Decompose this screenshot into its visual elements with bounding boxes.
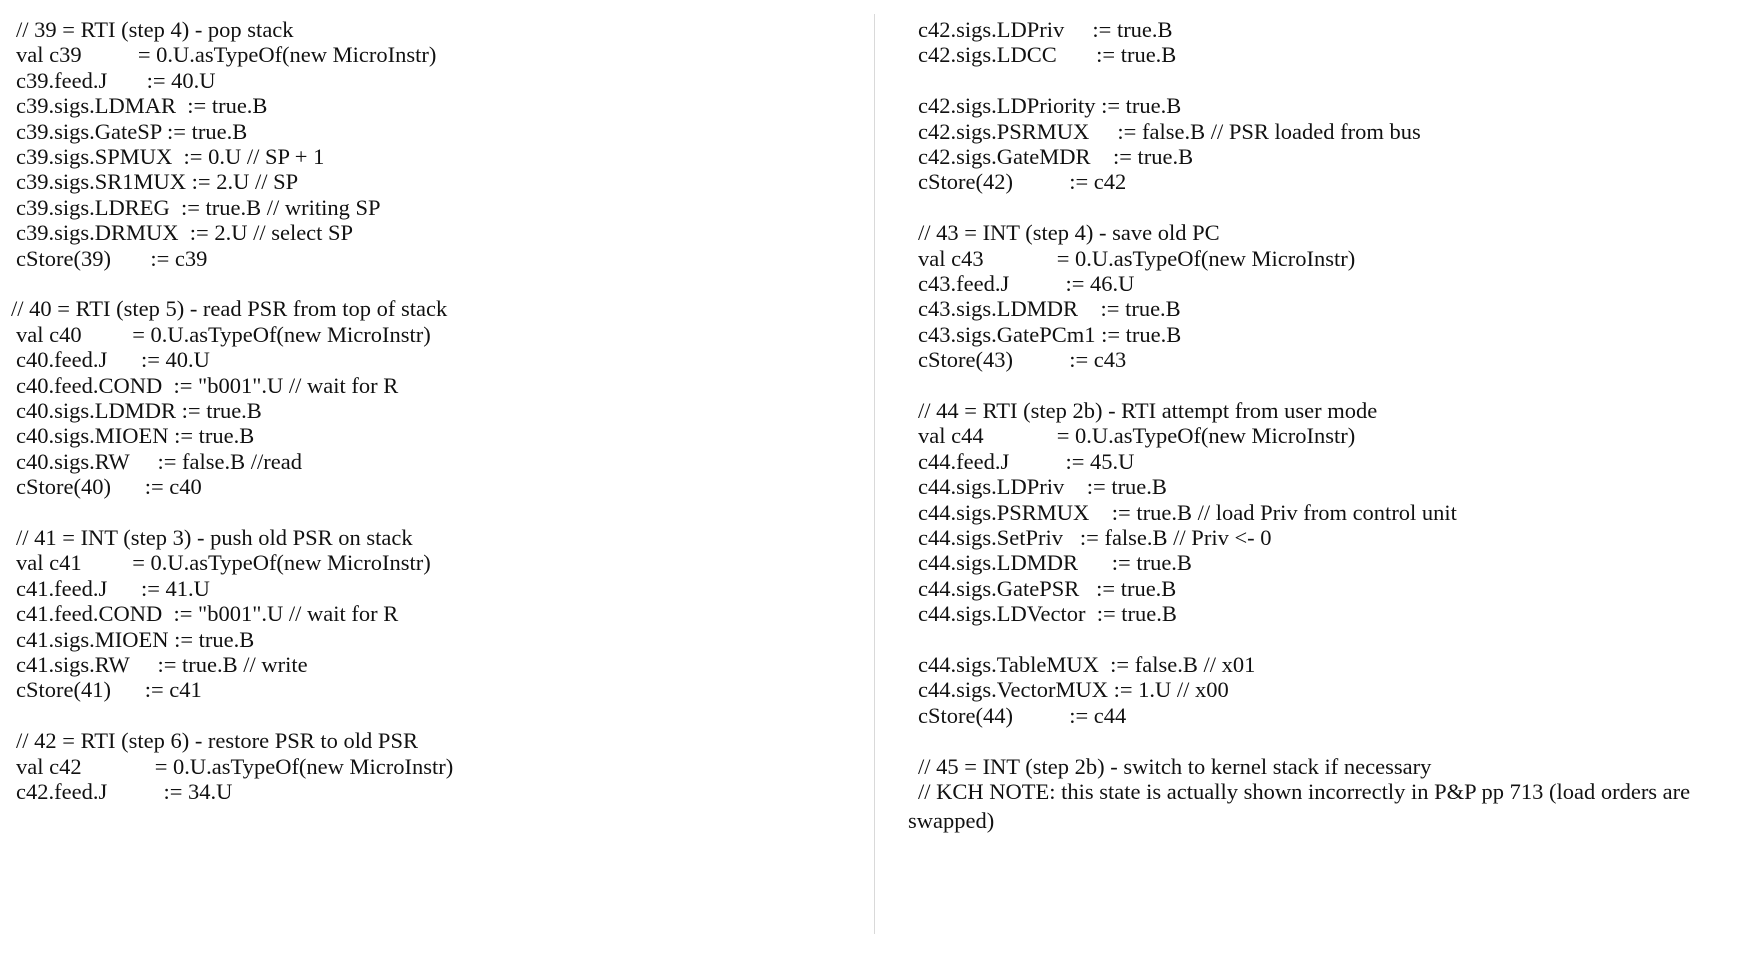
code-line: c39.sigs.SR1MUX := 2.U // SP — [16, 169, 299, 195]
code-line: c41.feed.COND := "b001".U // wait for R — [16, 601, 399, 627]
code-line: cStore(44) := c44 — [918, 702, 1127, 728]
code-line: cStore(42) := c42 — [918, 169, 1127, 195]
code-line: val c43 = 0.U.asTypeOf(new MicroInstr) — [918, 245, 1356, 271]
code-line: c44.sigs.SetPriv := false.B // Priv <- 0 — [918, 525, 1272, 550]
code-line: cStore(40) := c40 — [16, 474, 202, 500]
code-line: // 44 = RTI (step 2b) - RTI attempt from user mode — [918, 398, 1378, 423]
code-line: c42.sigs.GateMDR := true.B — [918, 144, 1194, 169]
code-line: c44.feed.J := 45.U — [918, 448, 1135, 474]
code-line: c40.feed.COND := "b001".U // wait for R — [16, 372, 399, 398]
code-line: c44.sigs.VectorMUX := 1.U // x00 — [918, 677, 1229, 703]
code-line: c40.feed.J := 40.U — [16, 347, 210, 373]
code-line: c40.sigs.LDMDR := true.B — [16, 398, 262, 423]
code-line: val c42 = 0.U.asTypeOf(new MicroInstr) — [16, 753, 454, 779]
code-line: // 45 = INT (step 2b) - switch to kernel stack if necessary — [918, 753, 1432, 779]
code-line: c39.feed.J := 40.U — [16, 67, 216, 93]
code-line: c39.sigs.LDMAR := true.B — [16, 93, 268, 119]
code-line: c39.sigs.SPMUX := 0.U // SP + 1 — [16, 144, 325, 169]
code-line: c44.sigs.PSRMUX := true.B // load Priv from control unit — [918, 499, 1457, 525]
code-line: // 40 = RTI (step 5) - read PSR from top of stack — [11, 296, 448, 322]
code-line: // 42 = RTI (step 6) - restore PSR to old PSR — [16, 728, 418, 754]
code-line: c41.sigs.RW := true.B // write — [16, 652, 308, 677]
code-line: val c41 = 0.U.asTypeOf(new MicroInstr) — [16, 550, 431, 576]
code-line: c42.sigs.LDPriv := true.B — [918, 17, 1173, 42]
code-line: val c39 = 0.U.asTypeOf(new MicroInstr) — [16, 42, 437, 68]
code-line: c44.sigs.LDVector := true.B — [918, 601, 1177, 627]
code-line: cStore(41) := c41 — [16, 677, 202, 703]
code-line: val c44 = 0.U.asTypeOf(new MicroInstr) — [918, 423, 1356, 449]
code-line: c43.feed.J := 46.U — [918, 271, 1135, 296]
code-line: c41.feed.J := 41.U — [16, 575, 210, 601]
column-divider — [874, 14, 875, 934]
code-line: // 39 = RTI (step 4) - pop stack — [16, 17, 294, 42]
code-line: c44.sigs.GatePSR := true.B — [918, 575, 1177, 601]
code-line: c44.sigs.TableMUX := false.B // x01 — [918, 652, 1256, 677]
code-line: c44.sigs.LDPriv := true.B — [918, 474, 1167, 500]
code-line: // KCH NOTE: this state is actually shown incorrectly in P&P pp 713 (load orders are swapped) — [908, 779, 1691, 833]
code-line: cStore(39) := c39 — [16, 245, 208, 271]
code-line: c43.sigs.GatePCm1 := true.B — [918, 321, 1182, 347]
code-line: c42.feed.J := 34.U — [16, 779, 233, 804]
code-line: val c40 = 0.U.asTypeOf(new MicroInstr) — [16, 321, 431, 347]
code-line: c40.sigs.MIOEN := true.B — [16, 423, 255, 449]
code-line: // 43 = INT (step 4) - save old PC — [918, 220, 1220, 246]
code-line: c39.sigs.DRMUX := 2.U // select SP — [16, 220, 354, 246]
code-line: c41.sigs.MIOEN := true.B — [16, 626, 255, 652]
code-line: c40.sigs.RW := false.B //read — [16, 448, 302, 474]
code-line: c42.sigs.LDPriority := true.B — [918, 93, 1182, 119]
code-line: c39.sigs.GateSP := true.B — [16, 118, 248, 144]
code-line: // 41 = INT (step 3) - push old PSR on stack — [16, 525, 413, 550]
code-line: c43.sigs.LDMDR := true.B — [918, 296, 1181, 322]
code-line: c42.sigs.PSRMUX := false.B // PSR loaded from bus — [918, 118, 1421, 144]
code-line: cStore(43) := c43 — [918, 347, 1127, 373]
code-line: c39.sigs.LDREG := true.B // writing SP — [16, 194, 381, 220]
code-line: c44.sigs.LDMDR := true.B — [918, 550, 1192, 576]
code-line: c42.sigs.LDCC := true.B — [918, 42, 1177, 68]
